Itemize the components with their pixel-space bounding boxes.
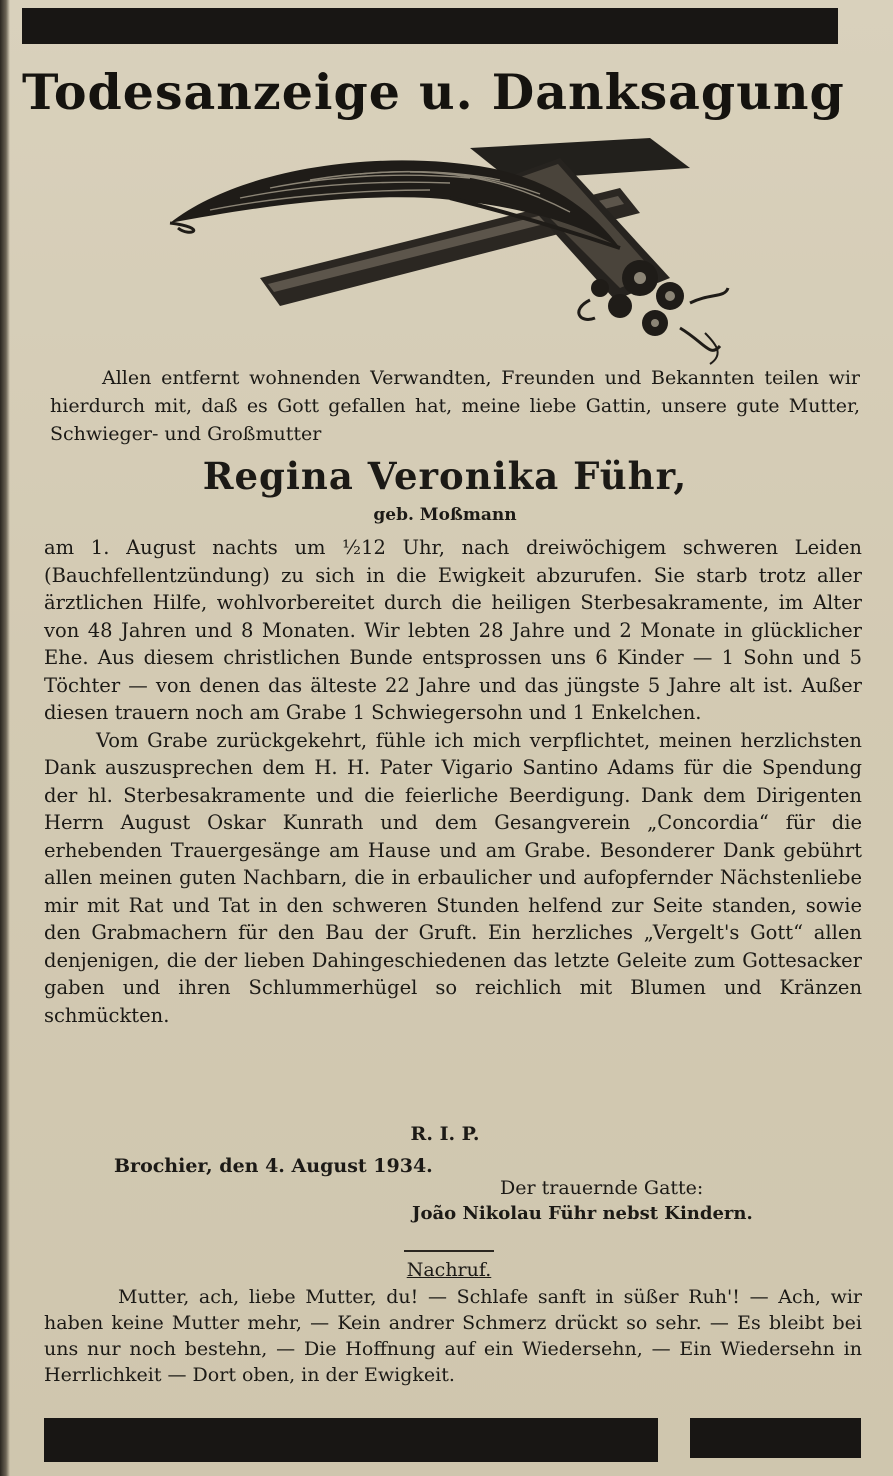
top-mourning-bar <box>22 8 838 44</box>
nachruf-title: Nachruf. <box>406 1259 492 1281</box>
death-paragraph: am 1. August nachts um ½12 Uhr, nach dreiwöchigem schweren Leiden (Bauchfellentzündung) zu sich in die Ewigkeit abzurufen. Sie starb trotz aller ärztlichen Hilfe, wohlvorbereitet durch die heiligen Sterbesakramente, im Alter von 48 Jahren und 8 Monaten. Wir lebten 28 Jahre und 2 Monate in glücklicher Ehe. Aus diesem christlichen Bunde entsprossen uns 6 Kinder — 1 Sohn und 5 Töchter — von denen das älteste 22 Jahre und das jüngste 5 Jahre alt ist. Außer diesen trauern noch am Grabe 1 Schwiegersohn und 1 Enkelchen. <box>44 536 862 724</box>
divider-rule <box>404 1250 494 1252</box>
maiden-name: geb. Moßmann <box>373 505 517 525</box>
mourner-role: Der trauernde Gatte: <box>500 1177 704 1199</box>
palm-frond-cross-flowers-icon <box>150 128 740 368</box>
bottom-mourning-bar-right <box>690 1418 861 1458</box>
announcement-body <box>44 534 862 1029</box>
bottom-mourning-bar-left <box>44 1418 658 1462</box>
mourner-name: João Nikolau Führ nebst Kindern. <box>412 1203 753 1224</box>
headline: Todesanzeige u. Danksagung <box>22 63 845 121</box>
clipping-edge-shadow <box>0 0 10 1476</box>
dateline: Brochier, den 4. August 1934. <box>114 1155 433 1177</box>
thanks-paragraph: Vom Grabe zurückgekehrt, fühle ich mich verpflichtet, meinen herzlichsten Dank auszusprechen dem H. H. Pater Vigario Santino Adams für die Spendung der hl. Sterbesakramente und die feierliche Beerdigung. Dank dem Dirigenten Herrn August Oskar Kunrath und dem Gesangverein „Concordia“ für die erhebenden Trauergesänge am Hause und am Grabe. Besonderer Dank gebührt allen meinen guten Nachbarn, die in erbaulicher und aufopfernder Nächstenliebe mir mit Rat und Tat in den schweren Stunden helfend zur Seite standen, sowie den Grabmachern für den Bau der Gruft. Ein herzliches „Vergelt's Gott“ allen denjenigen, die der lieben Dahingeschiedenen das letzte Geleite zum Gottesacker gaben und ihren Schlummerhügel so reichlich mit Blumen und Kränzen schmückten. <box>44 728 862 1027</box>
deceased-name: Regina Veronika Führ, <box>202 454 688 498</box>
nachruf-poem: Mutter, ach, liebe Mutter, du! — Schlafe sanft in süßer Ruh'! — Ach, wir haben keine Mutter mehr, — Kein andrer Schmerz drückt so sehr. — Es bleibt bei uns nur noch bestehn, — Die Hoffnung auf ein Wiedersehn, — Ein Wiedersehn in Herrlichkeit — Dort oben, in der Ewigkeit. <box>44 1286 862 1386</box>
intro-text: Allen entfernt wohnenden Verwandten, Freunden und Bekannten teilen wir hierdurch mit, daß es Gott gefallen hat, meine liebe Gattin, unsere gute Mutter, Schwieger- und Großmutter <box>50 367 860 445</box>
rip-mark: R. I. P. <box>410 1123 480 1145</box>
